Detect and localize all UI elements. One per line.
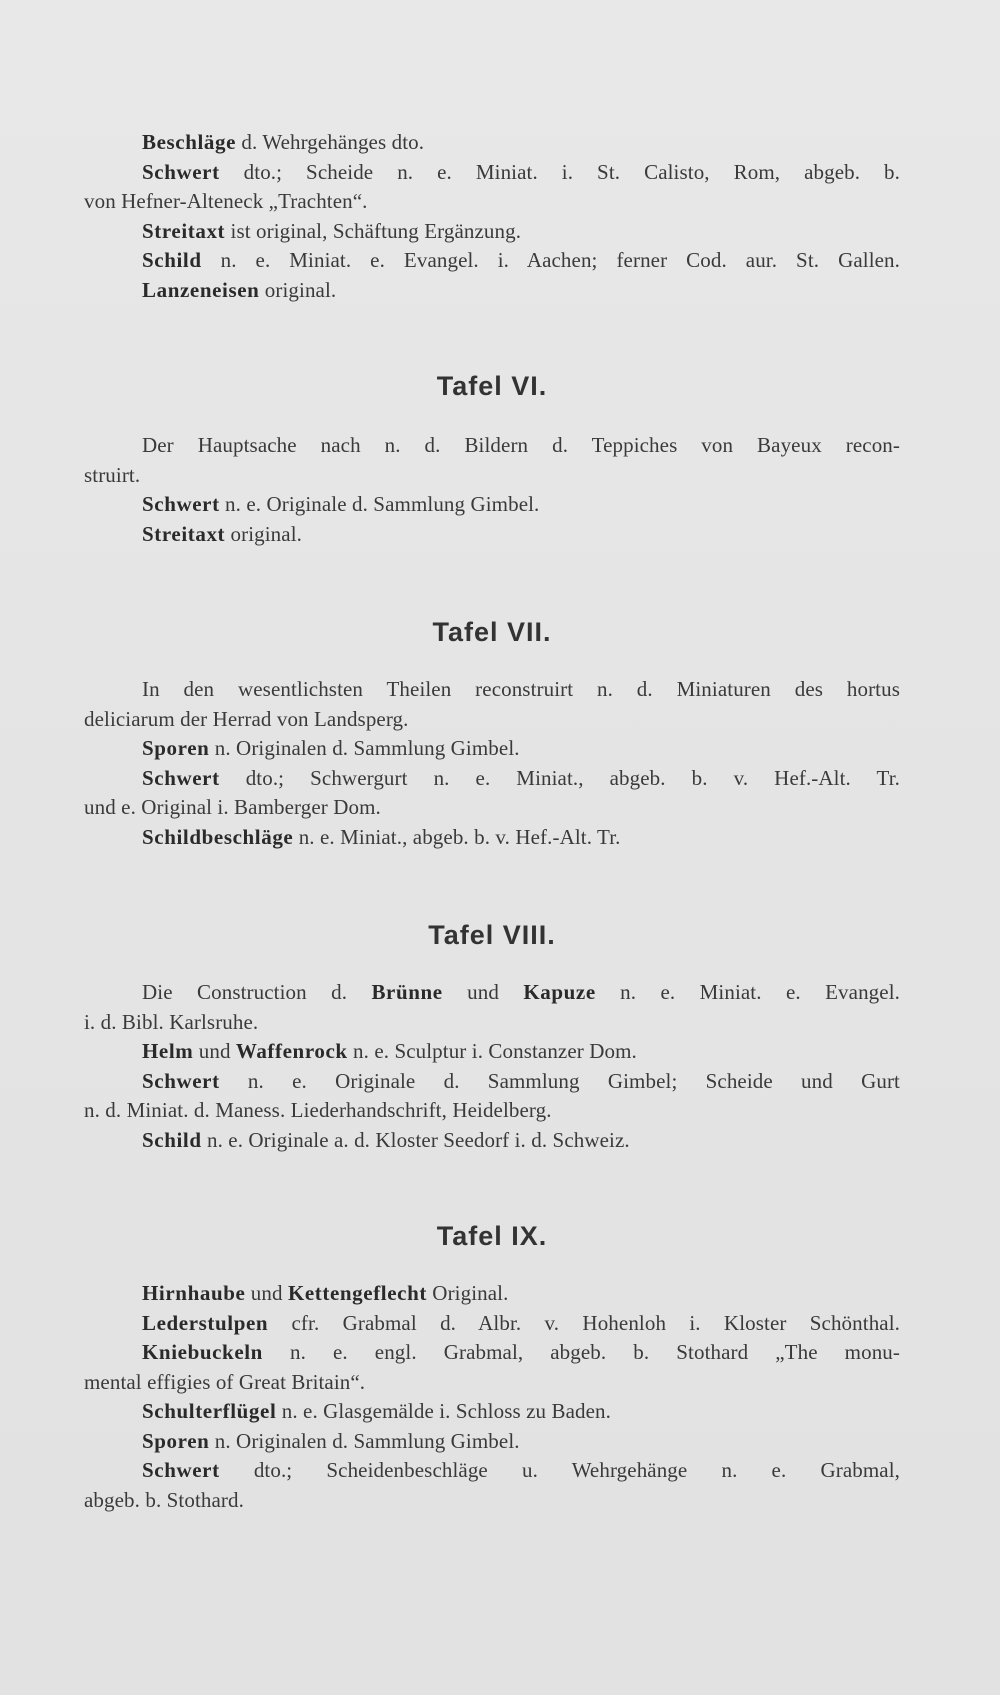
item-term: Streitaxt <box>142 218 226 243</box>
item-term: Schwert <box>142 492 220 516</box>
item-text: n. e. Miniat., abgeb. b. v. Hef.-Alt. Tr. <box>293 824 621 849</box>
item-term: Kniebuckeln <box>142 1340 263 1364</box>
plate-heading: Tafel VII. <box>432 617 552 647</box>
text-line <box>84 1456 900 1486</box>
item-text: d. Wehrgehänges dto. <box>236 130 425 154</box>
text-line <box>84 793 900 823</box>
item-term: Kettengeflecht <box>287 1281 427 1305</box>
text-line <box>84 431 900 461</box>
item-text: n. e. Miniat. e. Evangel. i. Aachen; ferner Cod. aur. St. Gallen. <box>201 248 900 272</box>
text-line <box>84 1338 900 1368</box>
item-term: Schulterflügel <box>142 1399 277 1423</box>
item-text: n. Originalen d. Sammlung Gimbel. <box>209 1428 520 1453</box>
item-text: In den wesentlichsten Theilen reconstruirt n. d. Miniaturen des hortus <box>142 677 900 701</box>
text-line <box>84 276 900 306</box>
text-line <box>84 246 900 276</box>
text-line <box>84 675 900 705</box>
item-term: Kapuze <box>523 980 596 1004</box>
item-term: Schildbeschläge <box>142 824 294 849</box>
item-text: n. e. Originale d. Sammlung Gimbel; Scheide und Gurt <box>219 1068 900 1093</box>
item-text: Die Construction d. <box>142 980 372 1004</box>
item-text: original. <box>259 277 337 302</box>
text-line <box>84 823 900 853</box>
item-term: Schild <box>142 1127 202 1152</box>
text-line <box>84 1126 900 1156</box>
item-text: struirt. <box>84 462 141 487</box>
item-text: original. <box>225 521 302 546</box>
item-term: Beschläge <box>142 130 237 154</box>
item-text: cfr. Grabmal d. Albr. v. Hohenloh i. Kloster Schönthal. <box>268 1310 900 1335</box>
item-text: und e. Original i. Bamberger Dom. <box>84 795 381 819</box>
item-term: Hirnhaube <box>142 1281 246 1305</box>
page-text <box>84 128 900 1515</box>
item-text: n. e. Miniat. e. Evangel. <box>595 980 900 1004</box>
plate-heading: Tafel VIII. <box>428 920 556 950</box>
text-line <box>84 1486 900 1516</box>
item-text: n. e. Glasgemälde i. Schloss zu Baden. <box>276 1399 611 1423</box>
text-line <box>84 1279 900 1309</box>
text-line <box>84 461 900 491</box>
item-text: dto.; Scheide n. e. Miniat. i. St. Calisto, Rom, abgeb. b. <box>219 159 900 184</box>
item-term: Brünne <box>371 980 443 1004</box>
item-text: und <box>442 980 524 1004</box>
plate-heading: Tafel IX. <box>436 1221 548 1251</box>
section-block <box>84 920 900 1155</box>
item-text: und <box>193 1039 236 1063</box>
text-line <box>84 734 900 764</box>
item-text: dto.; Schwergurt n. e. Miniat., abgeb. b. v. Hef.-Alt. Tr. <box>219 765 900 790</box>
item-term: Schwert <box>142 1068 220 1093</box>
item-text: n. Originalen d. Sammlung Gimbel. <box>209 736 520 760</box>
section-block <box>84 1221 900 1515</box>
item-term: Lanzeneisen <box>142 277 260 302</box>
item-text: ist original, Schäftung Ergänzung. <box>225 218 522 243</box>
item-text: Der Hauptsache nach n. d. Bildern d. Teppiches von Bayeux recon- <box>142 433 900 457</box>
item-text: i. d. Bibl. Karlsruhe. <box>84 1009 259 1034</box>
text-line <box>84 1427 900 1457</box>
item-text: mental effigies of Great Britain“. <box>84 1369 366 1394</box>
text-line <box>84 217 900 247</box>
item-term: Schwert <box>142 765 220 790</box>
item-term: Lederstulpen <box>142 1310 269 1335</box>
text-line <box>84 705 900 735</box>
text-line <box>84 1096 900 1126</box>
text-line <box>84 1037 900 1067</box>
item-term: Schwert <box>142 1458 220 1482</box>
item-text: abgeb. b. Stothard. <box>84 1487 244 1512</box>
text-line <box>84 158 900 188</box>
text-line <box>84 1397 900 1427</box>
item-text: von Hefner-Alteneck „Trachten“. <box>84 189 368 213</box>
section-block <box>84 128 900 305</box>
item-term: Waffenrock <box>235 1039 348 1063</box>
section-block <box>84 371 900 549</box>
item-term: Helm <box>142 1039 194 1063</box>
item-text: n. e. Originale d. Sammlung Gimbel. <box>219 492 540 516</box>
item-text: und <box>245 1281 288 1305</box>
text-line <box>84 128 900 158</box>
text-line <box>84 1368 900 1398</box>
item-term: Sporen <box>142 736 210 760</box>
item-term: Streitaxt <box>142 521 226 546</box>
item-text: n. e. Sculptur i. Constanzer Dom. <box>347 1039 637 1063</box>
item-text: n. e. engl. Grabmal, abgeb. b. Stothard „The monu- <box>262 1340 900 1364</box>
item-text: n. d. Miniat. d. Maness. Liederhandschrift, Heidelberg. <box>84 1098 552 1122</box>
text-line <box>84 1008 900 1038</box>
section-block <box>84 617 900 852</box>
text-line <box>84 520 900 550</box>
text-line <box>84 490 900 520</box>
text-line <box>84 187 900 217</box>
item-text: deliciarum der Herrad von Landsperg. <box>84 706 409 731</box>
text-line <box>84 1309 900 1339</box>
plate-heading: Tafel VI. <box>436 371 548 401</box>
item-text: dto.; Scheidenbeschläge u. Wehrgehänge n. e. Grabmal, <box>219 1458 900 1482</box>
text-line <box>84 764 900 794</box>
item-term: Schild <box>142 248 202 272</box>
item-text: n. e. Originale a. d. Kloster Seedorf i. d. Schweiz. <box>201 1127 630 1152</box>
item-term: Sporen <box>142 1428 210 1453</box>
text-line <box>84 978 900 1008</box>
text-line <box>84 1067 900 1097</box>
item-text: Original. <box>426 1281 509 1305</box>
item-term: Schwert <box>142 159 220 184</box>
